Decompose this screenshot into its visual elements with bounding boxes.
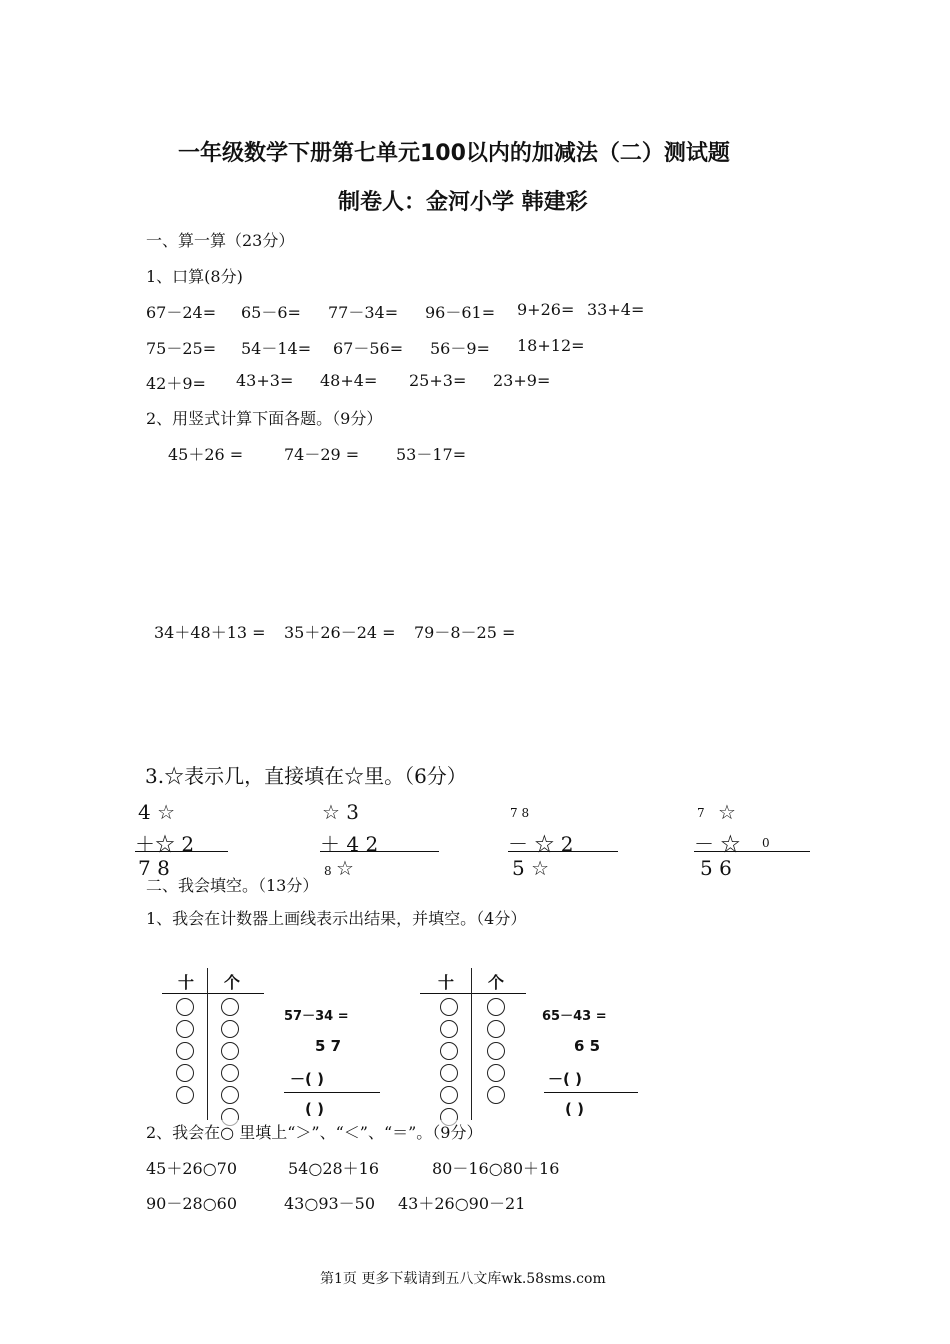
- abacus-1-ones-label: 个: [224, 973, 241, 992]
- section1-heading: 一、算一算（23分）: [146, 231, 295, 250]
- oral-item: 75－25=: [146, 339, 217, 358]
- abacus-bead: [440, 1086, 458, 1104]
- star-puzzle-3-top: 7 8: [510, 806, 530, 820]
- oral-item: 65－6=: [241, 303, 301, 322]
- compare-item: 43＋26○90－21: [398, 1194, 526, 1213]
- star-puzzle-3-line: [508, 851, 618, 852]
- compare-item: 45＋26○70: [146, 1159, 238, 1178]
- abacus-bead: [221, 1086, 239, 1104]
- abacus-2-equation: 65－43 =: [542, 1009, 607, 1024]
- abacus-bead: [221, 1020, 239, 1038]
- abacus-bead: [221, 1064, 239, 1082]
- author-line: 制卷人：金河小学 韩建彩: [338, 190, 588, 215]
- star-puzzle-1-line: [135, 851, 228, 852]
- star-puzzle-1-bot: 7 8: [138, 856, 170, 880]
- abacus-bead: [176, 1064, 194, 1082]
- abacus-bead: [487, 998, 505, 1016]
- star-puzzle-4-mid: － ☆: [694, 832, 741, 856]
- stars-heading: 3.☆表示几，直接填在☆里。（6分）: [145, 764, 467, 788]
- oral-item: 33+4=: [587, 300, 645, 319]
- abacus-2-line: [544, 1092, 638, 1093]
- abacus-1-equation: 57－34 =: [284, 1009, 349, 1024]
- star-puzzle-2-bot-star: ☆: [336, 856, 354, 880]
- abacus-bead: [440, 1064, 458, 1082]
- abacus-bead: [176, 1020, 194, 1038]
- star-puzzle-1-mid: ＋☆ 2: [135, 832, 195, 856]
- abacus-1-line: [284, 1092, 380, 1093]
- oral-item: 77－34=: [328, 303, 399, 322]
- abacus-bead: [440, 1020, 458, 1038]
- abacus-1-subtrahend: －( ): [290, 1070, 324, 1088]
- star-puzzle-4-mid-small: 0: [762, 836, 770, 850]
- abacus-1-result: ( ): [305, 1100, 324, 1118]
- oral-item: 9+26=: [517, 300, 575, 319]
- abacus-2-tens-label: 十: [438, 973, 455, 992]
- star-puzzle-1-top: 4 ☆: [138, 800, 176, 824]
- oral-item: 67－24=: [146, 303, 217, 322]
- abacus-1-tens-label: 十: [178, 973, 195, 992]
- abacus-2-bar: [420, 993, 526, 994]
- vertical-item: 34＋48＋13 =: [154, 623, 266, 642]
- star-puzzle-3-bot: 5 ☆: [512, 856, 550, 880]
- oral-item: 43+3=: [236, 371, 294, 390]
- vertical-item: 53－17=: [396, 445, 467, 464]
- abacus-heading: 1、我会在计数器上画线表示出结果，并填空。（4分）: [146, 909, 527, 928]
- star-puzzle-3-mid: － ☆ 2: [508, 832, 574, 856]
- vertical-item: 74－29 =: [284, 445, 360, 464]
- abacus-1-divider: [207, 968, 208, 1120]
- abacus-1-bar: [162, 993, 264, 994]
- abacus-bead: [487, 1086, 505, 1104]
- page-footer: 第1页 更多下载请到五八文库wk.58sms.com: [320, 1271, 606, 1287]
- vertical-item: 35＋26－24 =: [284, 623, 396, 642]
- oral-item: 96－61=: [425, 303, 496, 322]
- abacus-bead: [487, 1064, 505, 1082]
- oral-item: 67－56=: [333, 339, 404, 358]
- oral-heading: 1、口算(8分): [146, 267, 243, 286]
- abacus-bead: [440, 1042, 458, 1060]
- vertical-item: 45＋26 =: [168, 445, 244, 464]
- abacus-2-divider: [471, 968, 472, 1120]
- abacus-bead: [221, 998, 239, 1016]
- abacus-bead: [176, 1042, 194, 1060]
- star-puzzle-4-top-star: ☆: [718, 800, 736, 824]
- abacus-bead: [440, 998, 458, 1016]
- star-puzzle-4-top: 7: [697, 806, 705, 820]
- vertical-heading: 2、用竖式计算下面各题。（9分）: [146, 409, 383, 428]
- oral-item: 42＋9=: [146, 374, 206, 393]
- compare-item: 80－16○80＋16: [432, 1159, 560, 1178]
- oral-item: 56－9=: [430, 339, 490, 358]
- compare-item: 90－28○60: [146, 1194, 238, 1213]
- compare-item: 54○28＋16: [288, 1159, 380, 1178]
- oral-item: 23+9=: [493, 371, 551, 390]
- abacus-1-digits: 5 7: [315, 1037, 342, 1055]
- abacus-2-subtrahend: －( ): [548, 1070, 582, 1088]
- abacus-bead: [487, 1042, 505, 1060]
- star-puzzle-2-bot: 8: [324, 864, 332, 878]
- section2-heading: 二、我会填空。（13分）: [146, 876, 319, 895]
- oral-item: 54－14=: [241, 339, 312, 358]
- oral-item: 48+4=: [320, 371, 378, 390]
- abacus-bead: [221, 1042, 239, 1060]
- abacus-bead: [176, 1086, 194, 1104]
- abacus-bead: [487, 1020, 505, 1038]
- compare-item: 43○93－50: [284, 1194, 376, 1213]
- abacus-bead: [176, 998, 194, 1016]
- star-puzzle-2-line: [320, 851, 439, 852]
- star-puzzle-2-mid: ＋ 4 2: [320, 832, 379, 856]
- star-puzzle-2-top: ☆ 3: [322, 800, 360, 824]
- abacus-2-result: ( ): [565, 1100, 584, 1118]
- compare-heading: 2、我会在○ 里填上“＞”、“＜”、“＝”。（9分）: [146, 1120, 483, 1143]
- abacus-2-ones-label: 个: [488, 973, 505, 992]
- page-title: 一年级数学下册第七单元100以内的加减法（二）测试题: [178, 141, 730, 166]
- star-puzzle-4-line: [694, 851, 810, 852]
- oral-item: 25+3=: [409, 371, 467, 390]
- oral-item: 18+12=: [517, 336, 585, 355]
- vertical-item: 79－8－25 =: [414, 623, 516, 642]
- abacus-2-digits: 6 5: [574, 1037, 601, 1055]
- star-puzzle-4-bot: 5 6: [700, 856, 732, 880]
